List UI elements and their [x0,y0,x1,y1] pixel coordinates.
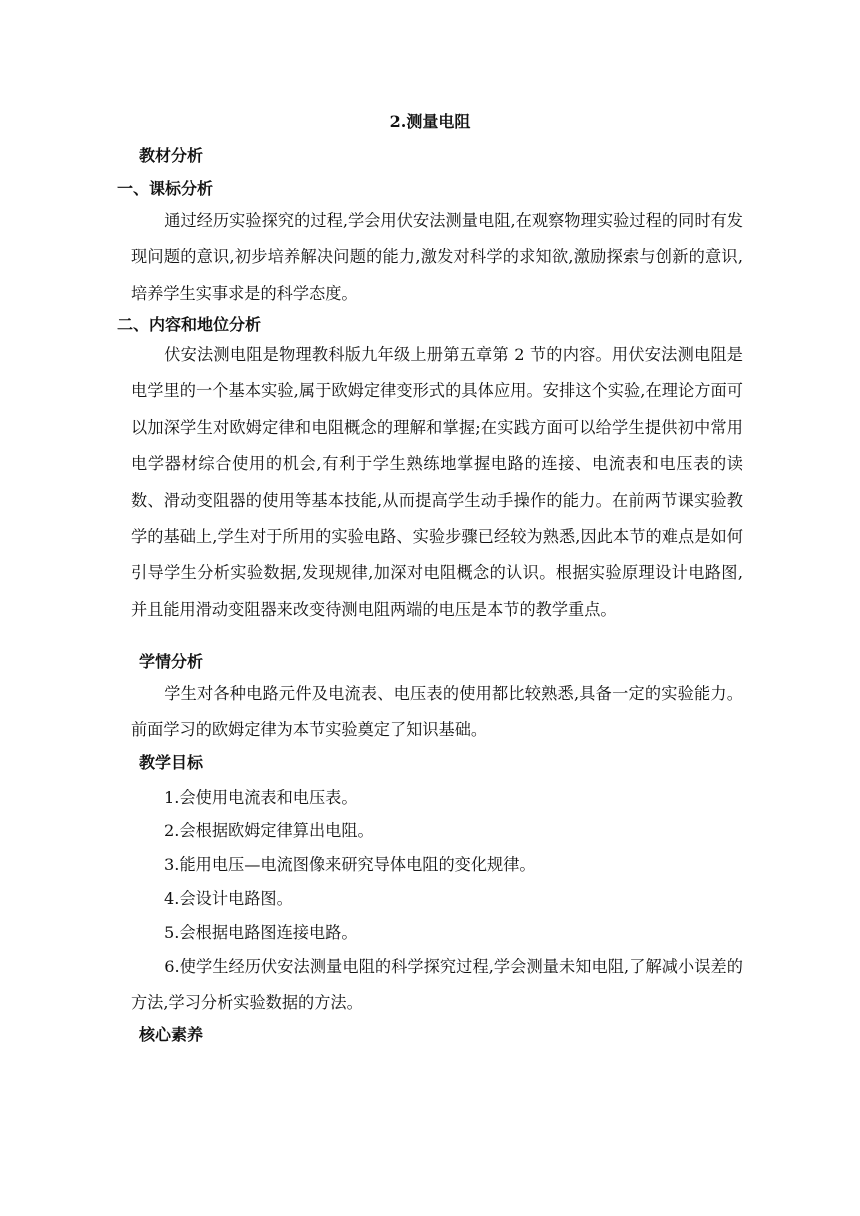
goal-item-3: 3.能用电压—电流图像来研究导体电阻的变化规律。 [164,855,536,874]
goal-item-5: 5.会根据电路图连接电路。 [164,923,358,942]
heading-content-position: 二、内容和地位分析 [117,315,262,334]
goal-item-4: 4.会设计电路图。 [164,889,293,908]
heading-core-literacy: 核心素养 [139,1025,204,1044]
heading-curriculum-analysis: 一、课标分析 [117,179,214,198]
heading-student-analysis: 学情分析 [139,652,204,671]
content-paragraph: 伏安法测电阻是物理教科版九年级上册第五章第 2 节的内容。用伏安法测电阻是电学里的一个基本实验,属于欧姆定律变形式的具体应用。安排这个实验,在理论方面可以加深学生对欧姆定律和电阻概念的理解和掌握;在实践方面可以给学生提供初中常用电学器材综合使用的机会,有利于学生熟练地掌握电路的连接、电流表和电压表的读数、滑动变阻器的使用等基本技能,从而提高学生动手操作的能力。在前两节课实验教学的基础上,学生对于所用的实验电路、实验步骤已经较为熟悉,因此本节的难点是如何引导学生分析实验数据,发现规律,加深对电阻概念的认识。根据实验原理设计电路图,并且能用滑动变阻器来改变待测电阻两端的电压是本节的教学重点。 [131,345,743,619]
curriculum-paragraph: 通过经历实验探究的过程,学会用伏安法测量电阻,在观察物理实验过程的同时有发现问题的意识,初步培养解决问题的能力,激发对科学的求知欲,激励探索与创新的意识,培养学生实事求是的科学态度。 [131,211,743,303]
document-title: 2.测量电阻 [389,112,471,131]
heading-textbook-analysis: 教材分析 [139,146,204,165]
goal-item-1: 1.会使用电流表和电压表。 [164,788,358,807]
heading-teaching-goals: 教学目标 [139,753,204,772]
student-paragraph: 学生对各种电路元件及电流表、电压表的使用都比较熟悉,具备一定的实验能力。前面学习的欧姆定律为本节实验奠定了知识基础。 [131,684,743,740]
goal-item-6: 6.使学生经历伏安法测量电阻的科学探究过程,学会测量未知电阻,了解减小误差的方法,学习分析实验数据的方法。 [131,957,743,1012]
goal-item-2: 2.会根据欧姆定律算出电阻。 [164,821,374,840]
